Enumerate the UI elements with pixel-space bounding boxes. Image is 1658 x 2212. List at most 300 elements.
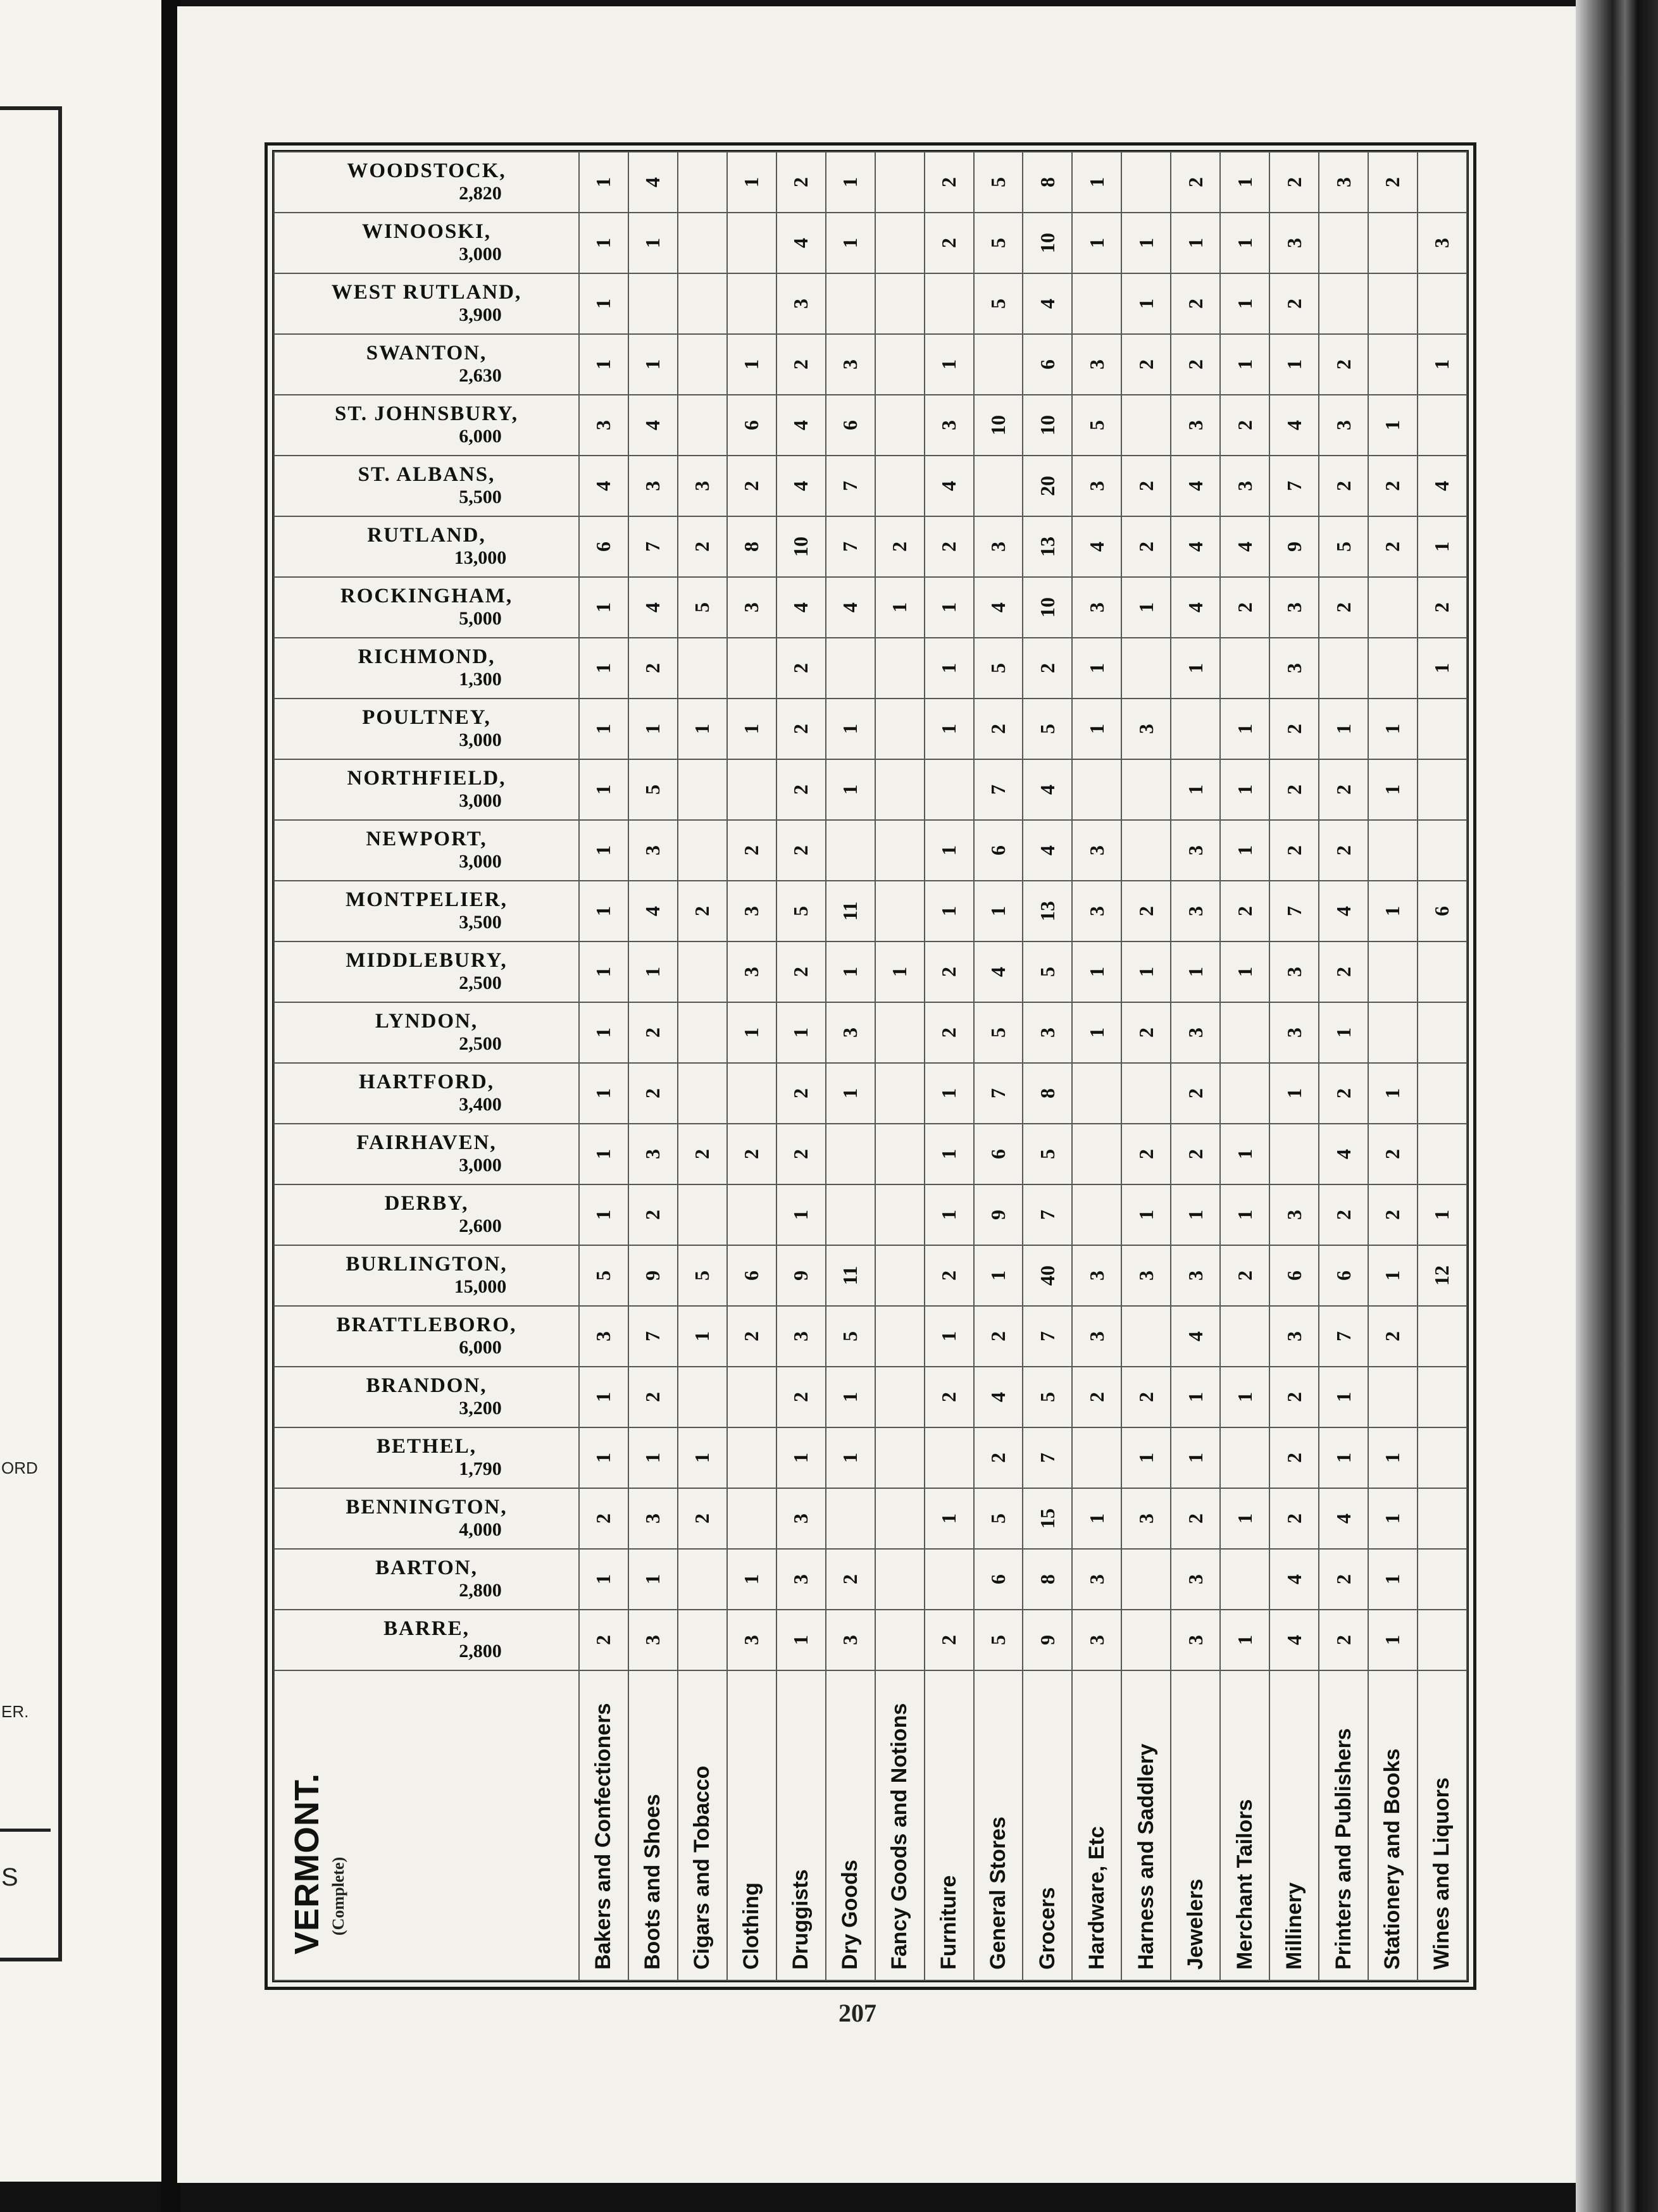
count-cell xyxy=(1418,1488,1467,1549)
count-cell: 1 xyxy=(727,1002,776,1063)
count-cell: 5 xyxy=(974,1002,1023,1063)
town-header xyxy=(274,699,579,759)
town-name: ST. ALBANS, xyxy=(358,463,496,486)
count-cell: 2 xyxy=(1220,395,1269,456)
count-cell: 2 xyxy=(1269,1367,1319,1427)
town-label xyxy=(281,220,572,266)
count-cell: 4 xyxy=(1269,1610,1319,1670)
count-cell: 1 xyxy=(1220,1184,1269,1245)
count-cell: 1 xyxy=(974,881,1023,941)
count-cell: 1 xyxy=(1121,577,1171,638)
town-name: BRANDON, xyxy=(366,1374,487,1397)
count-cell: 1 xyxy=(1171,1184,1220,1245)
count-cell: 2 xyxy=(776,334,826,395)
count-cell: 3 xyxy=(1072,1549,1121,1610)
count-cell xyxy=(1418,699,1467,759)
count-cell xyxy=(678,941,727,1002)
count-cell: 1 xyxy=(826,1367,875,1427)
count-cell: 2 xyxy=(974,1306,1023,1367)
count-cell xyxy=(875,334,925,395)
count-cell: 2 xyxy=(1171,1488,1220,1549)
town-label xyxy=(281,1617,572,1663)
count-cell: 3 xyxy=(1269,577,1319,638)
count-cell: 5 xyxy=(974,638,1023,699)
count-cell: 2 xyxy=(628,1367,678,1427)
count-cell: 3 xyxy=(1072,1306,1121,1367)
count-cell: 2 xyxy=(1319,577,1368,638)
category-row xyxy=(1220,152,1269,1980)
count-cell: 1 xyxy=(1171,1427,1220,1488)
count-cell: 4 xyxy=(1319,881,1368,941)
count-cell: 10 xyxy=(974,395,1023,456)
count-cell: 1 xyxy=(1220,213,1269,273)
count-cell: 8 xyxy=(1023,1063,1072,1124)
count-cell: 1 xyxy=(1368,1063,1418,1124)
count-cell xyxy=(875,1063,925,1124)
count-cell: 1 xyxy=(727,152,776,213)
count-cell: 5 xyxy=(826,1306,875,1367)
count-cell: 4 xyxy=(974,941,1023,1002)
count-cell: 2 xyxy=(1121,516,1171,577)
town-header xyxy=(274,1245,579,1306)
count-cell: 2 xyxy=(925,1245,974,1306)
count-cell: 5 xyxy=(974,152,1023,213)
town-header-inner xyxy=(275,395,578,455)
category-row xyxy=(925,152,974,1980)
town-population: 2,630 xyxy=(459,365,502,386)
count-cell: 2 xyxy=(1269,699,1319,759)
count-cell: 10 xyxy=(1023,577,1072,638)
count-cell: 1 xyxy=(1368,699,1418,759)
town-label xyxy=(281,1010,572,1055)
count-cell: 4 xyxy=(974,577,1023,638)
town-label xyxy=(281,767,572,812)
count-cell: 4 xyxy=(1319,1124,1368,1184)
count-cell xyxy=(1220,1063,1269,1124)
count-cell: 1 xyxy=(1220,1488,1269,1549)
count-cell: 1 xyxy=(925,638,974,699)
count-cell: 2 xyxy=(727,1306,776,1367)
count-cell xyxy=(826,820,875,881)
count-cell: 3 xyxy=(826,334,875,395)
town-population: 5,000 xyxy=(459,608,502,629)
town-label xyxy=(281,706,572,752)
count-cell: 7 xyxy=(974,759,1023,820)
count-cell: 1 xyxy=(1220,941,1269,1002)
count-cell: 9 xyxy=(776,1245,826,1306)
count-cell: 1 xyxy=(1220,152,1269,213)
count-cell xyxy=(1121,1610,1171,1670)
count-cell: 2 xyxy=(1220,577,1269,638)
town-header-inner xyxy=(275,1185,578,1245)
town-name: HARTFORD, xyxy=(359,1071,494,1093)
town-label xyxy=(281,281,572,326)
count-cell: 2 xyxy=(1319,456,1368,516)
category-label: Merchant Tailors xyxy=(1220,1670,1269,1980)
town-header xyxy=(274,638,579,699)
town-header-inner xyxy=(275,760,578,819)
count-cell: 1 xyxy=(727,1549,776,1610)
count-cell: 5 xyxy=(678,577,727,638)
count-cell: 11 xyxy=(826,1245,875,1306)
count-cell: 1 xyxy=(1121,213,1171,273)
category-row xyxy=(1418,152,1467,1980)
category-row xyxy=(1319,152,1368,1980)
count-cell: 2 xyxy=(628,1184,678,1245)
town-header xyxy=(274,273,579,334)
facing-page-text-fragment: ORD xyxy=(1,1458,38,1477)
count-cell: 4 xyxy=(826,577,875,638)
count-cell: 1 xyxy=(1319,699,1368,759)
count-cell: 4 xyxy=(1023,759,1072,820)
count-cell: 2 xyxy=(1171,273,1220,334)
count-cell: 3 xyxy=(776,1488,826,1549)
count-cell: 6 xyxy=(1269,1245,1319,1306)
count-cell: 5 xyxy=(628,759,678,820)
count-cell xyxy=(727,1063,776,1124)
count-cell xyxy=(1072,1184,1121,1245)
town-header-inner xyxy=(275,1003,578,1062)
count-cell: 1 xyxy=(826,759,875,820)
count-cell: 1 xyxy=(579,1367,628,1427)
count-cell: 1 xyxy=(1269,334,1319,395)
count-cell: 1 xyxy=(579,1063,628,1124)
town-population: 6,000 xyxy=(459,426,502,447)
count-cell: 1 xyxy=(925,334,974,395)
count-cell xyxy=(1072,273,1121,334)
count-cell: 3 xyxy=(1269,1002,1319,1063)
town-name: BRATTLEBORO, xyxy=(336,1314,517,1336)
town-population: 3,400 xyxy=(459,1094,502,1115)
count-cell xyxy=(678,820,727,881)
count-cell: 2 xyxy=(628,1002,678,1063)
town-population: 3,000 xyxy=(459,244,502,264)
category-label: Wines and Liquors xyxy=(1418,1670,1467,1980)
count-cell xyxy=(1220,638,1269,699)
count-cell xyxy=(1072,1427,1121,1488)
page-number: 207 xyxy=(838,1999,876,2027)
count-cell: 1 xyxy=(1121,273,1171,334)
count-cell xyxy=(727,1488,776,1549)
count-cell: 7 xyxy=(1269,456,1319,516)
count-cell: 4 xyxy=(776,456,826,516)
category-label: Grocers xyxy=(1023,1670,1072,1980)
count-cell: 2 xyxy=(1269,152,1319,213)
count-cell: 2 xyxy=(628,1063,678,1124)
count-cell: 2 xyxy=(776,152,826,213)
town-header xyxy=(274,1488,579,1549)
count-cell: 1 xyxy=(1220,820,1269,881)
category-row xyxy=(826,152,875,1980)
town-header xyxy=(274,1427,579,1488)
count-cell: 6 xyxy=(1418,881,1467,941)
town-population: 6,000 xyxy=(459,1337,502,1358)
count-cell: 3 xyxy=(1171,1610,1220,1670)
count-cell: 1 xyxy=(826,152,875,213)
count-cell: 1 xyxy=(1220,273,1269,334)
count-cell xyxy=(1418,759,1467,820)
category-label: Boots and Shoes xyxy=(628,1670,678,1980)
count-cell: 2 xyxy=(1368,516,1418,577)
town-name: BARTON, xyxy=(375,1556,478,1579)
town-population: 3,200 xyxy=(459,1398,502,1419)
count-cell: 3 xyxy=(1269,1306,1319,1367)
count-cell: 1 xyxy=(1368,881,1418,941)
count-cell: 1 xyxy=(579,941,628,1002)
count-cell xyxy=(1368,334,1418,395)
count-cell xyxy=(875,456,925,516)
count-cell: 4 xyxy=(1269,1549,1319,1610)
count-cell: 2 xyxy=(1220,881,1269,941)
town-header-inner xyxy=(275,213,578,273)
count-cell xyxy=(1121,395,1171,456)
count-cell: 1 xyxy=(678,699,727,759)
count-cell: 1 xyxy=(1220,699,1269,759)
count-cell: 5 xyxy=(1023,941,1072,1002)
count-cell xyxy=(678,1002,727,1063)
count-cell: 7 xyxy=(1023,1306,1072,1367)
town-name: DERBY, xyxy=(384,1192,469,1215)
town-header xyxy=(274,1549,579,1610)
category-label: Dry Goods xyxy=(826,1670,875,1980)
count-cell: 1 xyxy=(1072,213,1121,273)
count-cell: 1 xyxy=(1220,1124,1269,1184)
count-cell: 3 xyxy=(1319,395,1368,456)
count-cell xyxy=(727,273,776,334)
count-cell: 4 xyxy=(1171,456,1220,516)
count-cell: 1 xyxy=(1319,1367,1368,1427)
count-cell: 2 xyxy=(1171,1124,1220,1184)
count-cell: 4 xyxy=(1023,273,1072,334)
count-cell xyxy=(1220,1306,1269,1367)
category-row xyxy=(1368,152,1418,1980)
town-name: NORTHFIELD, xyxy=(347,767,506,790)
count-cell: 2 xyxy=(1121,1002,1171,1063)
count-cell: 3 xyxy=(1171,1245,1220,1306)
town-header-inner xyxy=(275,1428,578,1488)
count-cell: 4 xyxy=(776,577,826,638)
count-cell: 3 xyxy=(1171,1549,1220,1610)
count-cell: 3 xyxy=(826,1610,875,1670)
page-edges xyxy=(1576,0,1658,2212)
count-cell: 2 xyxy=(1418,577,1467,638)
count-cell xyxy=(875,395,925,456)
count-cell: 2 xyxy=(1121,881,1171,941)
town-name: BETHEL, xyxy=(377,1435,477,1458)
count-cell: 6 xyxy=(1319,1245,1368,1306)
count-cell: 1 xyxy=(1368,759,1418,820)
town-header xyxy=(274,1610,579,1670)
count-cell: 3 xyxy=(628,1124,678,1184)
count-cell: 6 xyxy=(974,1124,1023,1184)
count-cell: 2 xyxy=(826,1549,875,1610)
count-cell: 7 xyxy=(628,516,678,577)
count-cell: 5 xyxy=(974,1488,1023,1549)
count-cell: 1 xyxy=(875,577,925,638)
town-population: 3,000 xyxy=(459,730,502,750)
count-cell xyxy=(678,152,727,213)
count-cell: 6 xyxy=(974,1549,1023,1610)
town-name: WOODSTOCK, xyxy=(347,159,506,182)
count-cell: 3 xyxy=(1072,334,1121,395)
town-header xyxy=(274,213,579,273)
town-name: BURLINGTON, xyxy=(346,1253,508,1276)
count-cell: 1 xyxy=(776,1184,826,1245)
count-cell: 3 xyxy=(776,1306,826,1367)
town-header xyxy=(274,1367,579,1427)
count-cell: 2 xyxy=(776,759,826,820)
count-cell: 2 xyxy=(678,881,727,941)
count-cell xyxy=(875,152,925,213)
count-cell: 2 xyxy=(776,820,826,881)
town-population: 3,000 xyxy=(459,790,502,811)
town-name: RUTLAND, xyxy=(367,524,486,547)
count-cell: 2 xyxy=(925,152,974,213)
count-cell: 9 xyxy=(1269,516,1319,577)
count-cell: 2 xyxy=(1319,941,1368,1002)
town-header-inner xyxy=(275,1307,578,1366)
count-cell: 2 xyxy=(925,1610,974,1670)
count-cell: 2 xyxy=(1171,1063,1220,1124)
count-cell: 2 xyxy=(727,1124,776,1184)
count-cell: 1 xyxy=(925,1306,974,1367)
count-cell: 1 xyxy=(579,1002,628,1063)
count-cell: 1 xyxy=(678,1427,727,1488)
town-label xyxy=(281,1314,572,1359)
category-row xyxy=(1072,152,1121,1980)
count-cell: 4 xyxy=(628,395,678,456)
count-cell: 1 xyxy=(727,334,776,395)
count-cell: 5 xyxy=(974,213,1023,273)
town-header-inner xyxy=(275,1550,578,1609)
count-cell xyxy=(875,820,925,881)
count-cell: 1 xyxy=(628,213,678,273)
town-header-inner xyxy=(275,699,578,759)
town-header-inner xyxy=(275,1246,578,1305)
count-cell: 2 xyxy=(678,1124,727,1184)
category-row xyxy=(727,152,776,1980)
town-label xyxy=(281,402,572,448)
count-cell: 2 xyxy=(974,1427,1023,1488)
count-cell xyxy=(1072,1124,1121,1184)
town-header xyxy=(274,1002,579,1063)
count-cell: 7 xyxy=(974,1063,1023,1124)
count-cell: 2 xyxy=(776,941,826,1002)
town-population: 2,800 xyxy=(459,1580,502,1601)
count-cell: 3 xyxy=(776,1549,826,1610)
count-cell xyxy=(826,1124,875,1184)
count-cell: 1 xyxy=(925,1488,974,1549)
count-cell: 1 xyxy=(1171,638,1220,699)
count-cell xyxy=(1121,152,1171,213)
town-name: FAIRHAVEN, xyxy=(356,1131,497,1154)
count-cell: 1 xyxy=(579,1124,628,1184)
count-cell: 5 xyxy=(1072,395,1121,456)
count-cell: 3 xyxy=(628,1488,678,1549)
count-cell: 2 xyxy=(875,516,925,577)
count-cell xyxy=(1220,1427,1269,1488)
town-population: 2,500 xyxy=(459,972,502,993)
town-header-inner xyxy=(275,1489,578,1548)
count-cell: 2 xyxy=(727,820,776,881)
count-cell: 3 xyxy=(1121,699,1171,759)
count-cell xyxy=(826,1488,875,1549)
town-header-inner xyxy=(275,638,578,698)
count-cell: 4 xyxy=(1220,516,1269,577)
town-label xyxy=(281,1435,572,1481)
town-population: 3,500 xyxy=(459,912,502,933)
count-cell: 1 xyxy=(579,577,628,638)
count-cell: 1 xyxy=(579,881,628,941)
count-cell xyxy=(1368,941,1418,1002)
count-cell: 5 xyxy=(1319,516,1368,577)
category-label: Furniture xyxy=(925,1670,974,1980)
town-name: SWANTON, xyxy=(366,342,487,364)
count-cell: 1 xyxy=(1220,334,1269,395)
town-name: ROCKINGHAM, xyxy=(340,585,513,607)
count-cell: 1 xyxy=(1121,941,1171,1002)
count-cell: 2 xyxy=(776,699,826,759)
count-cell: 2 xyxy=(1368,152,1418,213)
category-row xyxy=(628,152,678,1980)
count-cell xyxy=(1418,1063,1467,1124)
category-row xyxy=(579,152,628,1980)
count-cell xyxy=(628,273,678,334)
count-cell: 2 xyxy=(776,1063,826,1124)
count-cell: 4 xyxy=(1171,516,1220,577)
count-cell xyxy=(1220,1002,1269,1063)
count-cell xyxy=(1368,273,1418,334)
count-cell: 1 xyxy=(1418,638,1467,699)
count-cell: 1 xyxy=(579,1549,628,1610)
category-label: Druggists xyxy=(776,1670,826,1980)
count-cell xyxy=(727,1427,776,1488)
count-cell: 7 xyxy=(628,1306,678,1367)
count-cell xyxy=(678,1063,727,1124)
count-cell: 1 xyxy=(1319,1002,1368,1063)
count-cell: 3 xyxy=(1121,1488,1171,1549)
count-cell: 1 xyxy=(1368,1245,1418,1306)
category-label: Cigars and Tobacco xyxy=(678,1670,727,1980)
town-population: 3,000 xyxy=(459,1155,502,1176)
category-row xyxy=(1269,152,1319,1980)
count-cell xyxy=(678,395,727,456)
count-cell: 6 xyxy=(1023,334,1072,395)
count-cell xyxy=(1418,152,1467,213)
town-label xyxy=(281,949,572,995)
count-cell: 2 xyxy=(678,1488,727,1549)
count-cell: 1 xyxy=(1072,152,1121,213)
count-cell: 1 xyxy=(1368,395,1418,456)
count-cell: 2 xyxy=(1319,334,1368,395)
count-cell: 1 xyxy=(628,1549,678,1610)
category-row xyxy=(1023,152,1072,1980)
count-cell xyxy=(875,1124,925,1184)
count-cell: 3 xyxy=(1072,820,1121,881)
count-cell: 4 xyxy=(1171,1306,1220,1367)
town-population: 2,500 xyxy=(459,1033,502,1054)
table-title-cell xyxy=(274,1670,579,1980)
count-cell: 2 xyxy=(678,516,727,577)
count-cell: 11 xyxy=(826,881,875,941)
count-cell: 1 xyxy=(1368,1427,1418,1488)
count-cell: 2 xyxy=(1319,820,1368,881)
count-cell xyxy=(826,638,875,699)
town-name: LYNDON, xyxy=(375,1010,478,1033)
count-cell: 4 xyxy=(628,152,678,213)
count-cell: 1 xyxy=(1368,1610,1418,1670)
count-cell: 2 xyxy=(1121,334,1171,395)
